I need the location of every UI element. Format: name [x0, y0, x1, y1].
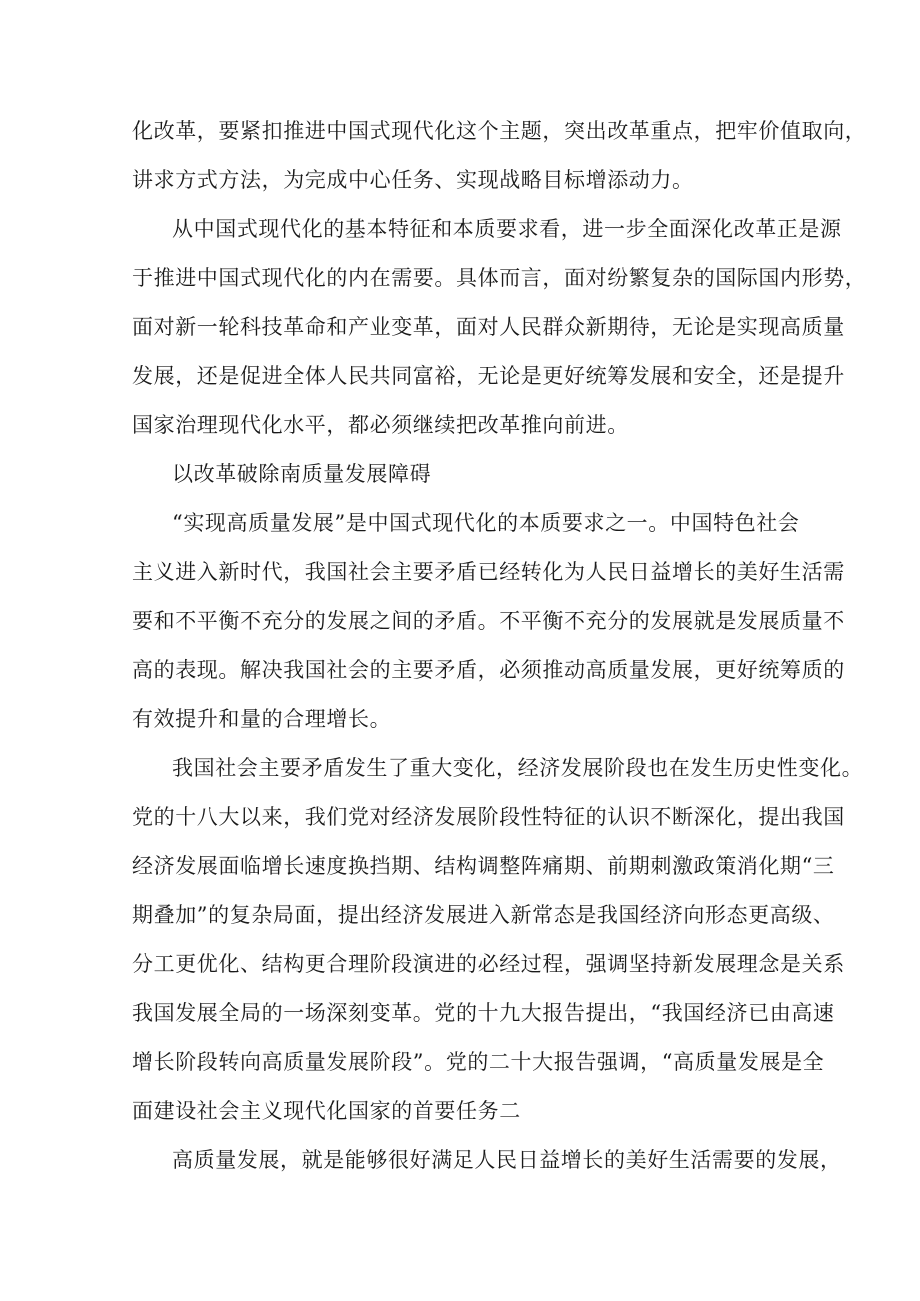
- text-line: 分工更优化、结构更合理阶段演进的必经过程，强调坚持新发展理念是关系: [132, 952, 845, 976]
- text-line: 经济发展面临增长速度换挡期、结构调整阵痛期、前期刺激政策消化期“三: [132, 854, 835, 878]
- text-line: 讲求方式方法，为完成中心任务、实现战略目标增添动力。: [132, 168, 694, 192]
- text-line: 期叠加”的复杂局面，提出经济发展进入新常态是我国经济向形态更高级、: [132, 903, 835, 927]
- text-line: 主义进入新时代，我国社会主要矛盾已经转化为人民日益增长的美好生活需: [132, 560, 845, 584]
- text-line: 面建设社会主义现代化国家的首要任务二: [132, 1099, 521, 1123]
- text-line: 国家治理现代化水平，都必须继续把改革推向前进。: [132, 413, 629, 437]
- text-line: 高的表现。解决我国社会的主要矛盾，必须推动高质量发展，更好统筹质的: [132, 658, 845, 682]
- paragraph-first-line: 高质量发展，就是能够很好满足人民日益增长的美好生活需要的发展，: [172, 1148, 842, 1172]
- section-heading: 以改革破除南质量发展障碍: [172, 462, 432, 486]
- text-line: 于推进中国式现代化的内在需要。具体而言，面对纷繁复杂的国际国内形势，: [132, 266, 867, 290]
- text-line: 发展，还是促进全体人民共同富裕，无论是更好统筹发展和安全，还是提升: [132, 364, 845, 388]
- text-line: 有效提升和量的合理增长。: [132, 707, 392, 731]
- paragraph-first-line: 从中国式现代化的基本特征和本质要求看，进一步全面深化改革正是源: [172, 217, 842, 241]
- text-line: 化改革，要紧扣推进中国式现代化这个主题，突出改革重点，把牢价值取向，: [132, 119, 867, 143]
- text-line: 党的十八大以来，我们党对经济发展阶段性特征的认识不断深化，提出我国: [132, 805, 845, 829]
- paragraph-first-line: 我国社会主要矛盾发生了重大变化，经济发展阶段也在发生历史性变化。: [172, 756, 864, 780]
- text-line: 要和不平衡不充分的发展之间的矛盾。不平衡不充分的发展就是发展质量不: [132, 609, 845, 633]
- text-line: 我国发展全局的一场深刻变革。党的十九大报告提出，“我国经济已由高速: [132, 1001, 835, 1025]
- text-line: 增长阶段转向高质量发展阶段”。党的二十大报告强调，“高质量发展是全: [132, 1050, 825, 1074]
- paragraph-first-line: “实现高质量发展”是中国式现代化的本质要求之一。中国特色社会: [172, 511, 800, 535]
- text-line: 面对新一轮科技革命和产业变革，面对人民群众新期待，无论是实现高质量: [132, 315, 845, 339]
